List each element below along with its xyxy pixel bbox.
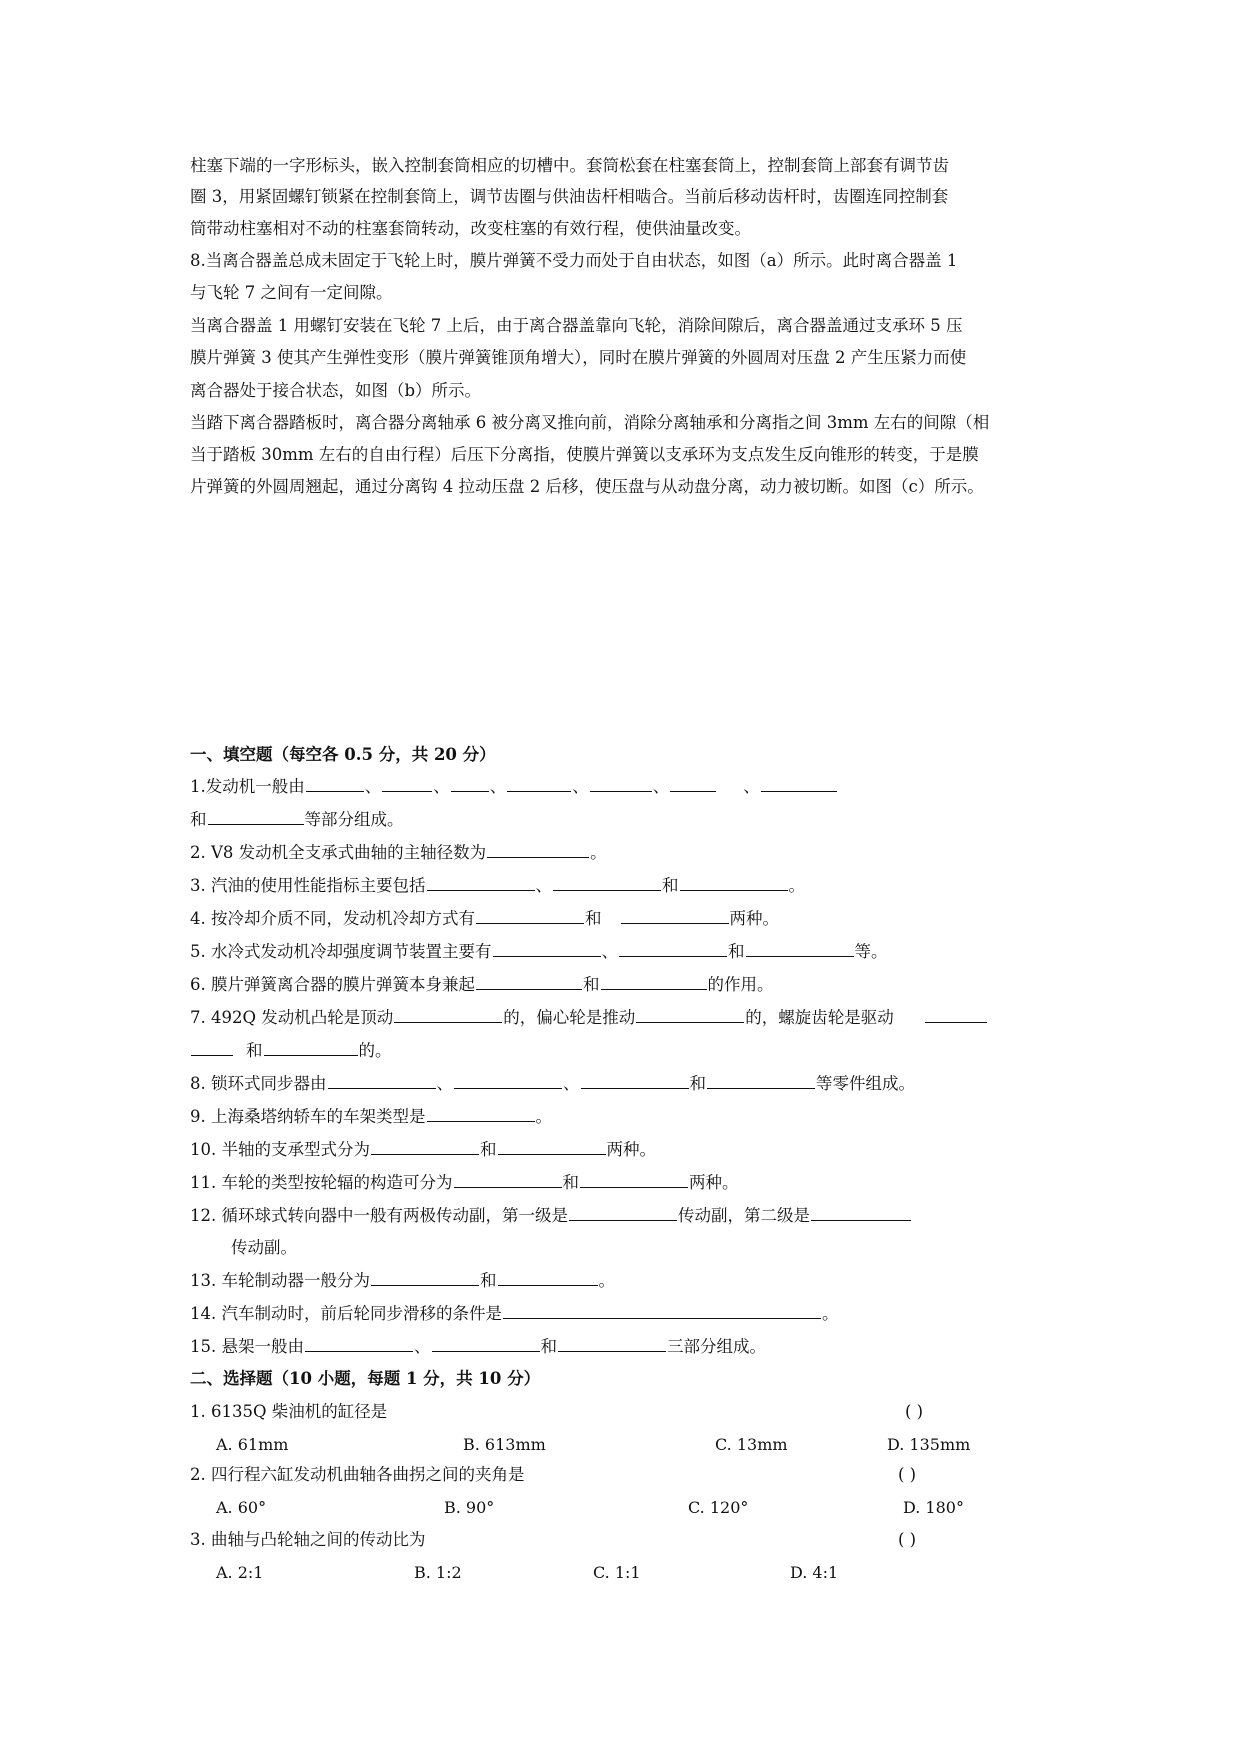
question-text: 。 xyxy=(598,1271,615,1290)
question-text: 和 xyxy=(540,1337,557,1356)
section-heading: 一、填空题（每空各 0.5 分，共 20 分） xyxy=(190,745,496,764)
question-text: 。 xyxy=(822,1304,839,1323)
passage-line: 8.当离合器盖总成未固定于飞轮上时，膜片弹簧不受力而处于自由状态，如图（a）所示。此时离合器盖 1 xyxy=(190,251,958,270)
answer-blank[interactable] xyxy=(454,1074,562,1089)
question-text: 等部分组成。 xyxy=(304,810,404,829)
answer-blank[interactable] xyxy=(306,777,364,792)
question-text: 和 xyxy=(689,1074,706,1093)
question-12 xyxy=(190,1205,912,1227)
question-text: 7. 492Q 发动机凸轮是顶动 xyxy=(190,1008,394,1027)
answer-blank[interactable] xyxy=(580,1173,688,1188)
question-12-cont: 传动副。 xyxy=(231,1238,297,1257)
question-text: 的作用。 xyxy=(707,975,774,994)
answer-blank[interactable] xyxy=(476,909,584,924)
separator: 、 xyxy=(489,777,507,796)
question-3 xyxy=(190,875,805,897)
separator: 、 xyxy=(535,876,552,895)
question-text: 2. V8 发动机全支承式曲轴的主轴径数为 xyxy=(190,843,487,862)
separator: 、 xyxy=(563,1074,580,1093)
answer-blank[interactable] xyxy=(382,777,432,792)
choice-option[interactable]: D. 4:1 xyxy=(790,1563,839,1582)
question-text: 。 xyxy=(788,876,805,895)
answer-blank[interactable] xyxy=(569,1206,677,1221)
question-text: 1.发动机一般由 xyxy=(190,777,305,796)
question-text: 12. 循环球式转向器中一般有两极传动副，第一级是 xyxy=(190,1206,568,1225)
answer-blank[interactable] xyxy=(208,810,304,825)
answer-blank[interactable] xyxy=(191,1041,233,1056)
question-text: 的，螺旋齿轮是驱动 xyxy=(745,1008,894,1027)
question-5 xyxy=(190,941,888,963)
question-text: 。 xyxy=(590,843,607,862)
question-14 xyxy=(190,1303,839,1325)
choice-option[interactable]: C. 120° xyxy=(688,1498,749,1517)
passage-line: 片弹簧的外圆周翘起，通过分离钩 4 拉动压盘 2 后移，使压盘与从动盘分离，动力被切断。如图（c）所示。 xyxy=(190,477,984,496)
answer-blank[interactable] xyxy=(432,1337,540,1352)
choice-option[interactable]: D. 135mm xyxy=(887,1435,971,1454)
answer-blank[interactable] xyxy=(498,1271,598,1286)
question-1 xyxy=(190,776,838,798)
answer-blank[interactable] xyxy=(503,1304,821,1319)
question-text: 的，偏心轮是推动 xyxy=(503,1008,636,1027)
answer-blank[interactable] xyxy=(601,975,707,990)
answer-blank[interactable] xyxy=(328,1074,436,1089)
question-10 xyxy=(190,1139,656,1161)
question-text: 3. 汽油的使用性能指标主要包括 xyxy=(190,876,426,895)
separator: 、 xyxy=(743,777,760,796)
question-text: 和 xyxy=(246,1041,263,1060)
choice-option[interactable]: D. 180° xyxy=(903,1498,964,1517)
question-text: 4. 按冷却介质不同，发动机冷却方式有 xyxy=(190,909,475,928)
question-13 xyxy=(190,1270,615,1292)
answer-blank[interactable] xyxy=(264,1041,358,1056)
question-text: 和 xyxy=(480,1140,497,1159)
question-text: 和 xyxy=(662,876,679,895)
question-text: 5. 水冷式发动机冷却强度调节装置主要有 xyxy=(190,942,492,961)
answer-blank[interactable] xyxy=(498,1140,606,1155)
answer-blank[interactable] xyxy=(507,777,571,792)
answer-blank[interactable] xyxy=(558,1337,666,1352)
passage-line: 当离合器盖 1 用螺钉安装在飞轮 7 上后，由于离合器盖靠向飞轮，消除间隙后，离合器盖通过支承环 5 压 xyxy=(190,316,963,335)
answer-blank[interactable] xyxy=(707,1074,815,1089)
question-text: 和 xyxy=(562,1173,579,1192)
answer-blank[interactable] xyxy=(636,1008,744,1023)
question-text: 14. 汽车制动时，前后轮同步滑移的条件是 xyxy=(190,1304,502,1323)
question-text: 和 xyxy=(190,810,207,829)
question-4 xyxy=(190,908,779,930)
question-text: 和 xyxy=(583,975,600,994)
choice-option[interactable]: C. 13mm xyxy=(715,1435,788,1454)
answer-blank[interactable] xyxy=(581,1074,689,1089)
answer-blank[interactable] xyxy=(553,876,661,891)
answer-parentheses[interactable]: ( ) xyxy=(905,1402,924,1421)
passage-line: 膜片弹簧 3 使其产生弹性变形（膜片弹簧锥顶角增大），同时在膜片弹簧的外圆周对压盘 2 产生压紧力而使 xyxy=(190,348,967,367)
question-8 xyxy=(190,1073,915,1095)
answer-parentheses[interactable]: ( ) xyxy=(898,1530,917,1549)
answer-blank[interactable] xyxy=(454,1173,562,1188)
question-text: 两种。 xyxy=(689,1173,739,1192)
answer-blank[interactable] xyxy=(925,1008,987,1023)
answer-blank[interactable] xyxy=(670,777,716,792)
answer-blank[interactable] xyxy=(371,1271,479,1286)
question-text: 三部分组成。 xyxy=(667,1337,766,1356)
answer-blank[interactable] xyxy=(427,1107,535,1122)
question-text: 8. 锁环式同步器由 xyxy=(190,1074,327,1093)
answer-blank[interactable] xyxy=(590,777,652,792)
passage-line: 当踏下离合器踏板时，离合器分离轴承 6 被分离叉推向前，消除分离轴承和分离指之间 3mm 左右的间隙（相 xyxy=(190,413,990,432)
separator: 、 xyxy=(433,777,450,796)
separator: 、 xyxy=(601,942,618,961)
choice-option[interactable]: B. 1:2 xyxy=(414,1563,462,1582)
choice-option[interactable]: A. 61mm xyxy=(216,1435,289,1454)
answer-blank[interactable] xyxy=(487,843,589,858)
separator: 、 xyxy=(364,777,382,796)
choice-question-stem: 3. 曲轴与凸轮轴之间的传动比为 xyxy=(190,1530,426,1549)
separator: 、 xyxy=(572,777,589,796)
passage-line: 与飞轮 7 之间有一定间隙。 xyxy=(190,283,393,302)
question-9 xyxy=(190,1106,552,1128)
choice-option[interactable]: B. 613mm xyxy=(463,1435,546,1454)
passage-line: 离合器处于接合状态，如图（b）所示。 xyxy=(190,381,482,400)
choice-option[interactable]: C. 1:1 xyxy=(593,1563,641,1582)
question-text: 6. 膜片弹簧离合器的膜片弹簧本身兼起 xyxy=(190,975,475,994)
answer-blank[interactable] xyxy=(746,942,854,957)
question-text: 等。 xyxy=(854,942,888,961)
question-text: 和 xyxy=(728,942,745,961)
answer-blank[interactable] xyxy=(476,975,582,990)
question-text: 。 xyxy=(535,1107,552,1126)
passage-line: 柱塞下端的一字形标头，嵌入控制套筒相应的切槽中。套筒松套在柱塞套筒上，控制套筒上部套有调节齿 xyxy=(190,156,949,175)
question-text: 传动副，第二级是 xyxy=(678,1206,810,1225)
question-text: 的。 xyxy=(358,1041,392,1060)
answer-blank[interactable] xyxy=(427,876,535,891)
question-7-cont xyxy=(190,1040,392,1062)
question-2 xyxy=(190,842,607,864)
question-text: 15. 悬架一般由 xyxy=(190,1337,304,1356)
passage-line: 筒带动柱塞相对不动的柱塞套筒转动，改变柱塞的有效行程，使供油量改变。 xyxy=(190,219,751,238)
answer-parentheses[interactable]: ( ) xyxy=(898,1465,917,1484)
passage-line: 圈 3，用紧固螺钉锁紧在控制套筒上，调节齿圈与供油齿杆相啮合。当前后移动齿杆时，齿圈连同控制套 xyxy=(190,187,949,206)
answer-blank[interactable] xyxy=(394,1008,502,1023)
answer-blank[interactable] xyxy=(811,1206,911,1221)
question-11 xyxy=(190,1172,739,1194)
answer-blank[interactable] xyxy=(761,777,837,792)
question-text: 两种。 xyxy=(606,1140,656,1159)
question-text: 13. 车轮制动器一般分为 xyxy=(190,1271,370,1290)
choice-option[interactable]: A. 60° xyxy=(216,1498,267,1517)
question-7 xyxy=(190,1007,988,1029)
question-15 xyxy=(190,1336,766,1358)
answer-blank[interactable] xyxy=(451,777,489,792)
question-text: 等零件组成。 xyxy=(816,1074,915,1093)
question-text: 和 xyxy=(480,1271,497,1290)
choice-option[interactable]: B. 90° xyxy=(444,1498,495,1517)
question-text: 和 xyxy=(585,909,602,928)
answer-blank[interactable] xyxy=(305,1337,413,1352)
answer-blank[interactable] xyxy=(493,942,601,957)
separator: 、 xyxy=(652,777,670,796)
choice-option[interactable]: A. 2:1 xyxy=(216,1563,264,1582)
separator: 、 xyxy=(414,1337,431,1356)
question-text: 两种。 xyxy=(729,909,779,928)
passage-line: 当于踏板 30mm 左右的自由行程）后压下分离指，使膜片弹簧以支承环为支点发生反向锥形的转变，于是膜 xyxy=(190,445,979,464)
choice-question-stem: 2. 四行程六缸发动机曲轴各曲拐之间的夹角是 xyxy=(190,1465,525,1484)
question-text: 9. 上海桑塔纳轿车的车架类型是 xyxy=(190,1107,426,1126)
answer-blank[interactable] xyxy=(680,876,788,891)
question-6 xyxy=(190,974,774,996)
answer-blank[interactable] xyxy=(621,909,729,924)
answer-blank[interactable] xyxy=(371,1140,479,1155)
section-heading: 二、选择题（10 小题，每题 1 分，共 10 分） xyxy=(190,1369,541,1388)
question-text: 11. 车轮的类型按轮辐的构造可分为 xyxy=(190,1173,453,1192)
separator: 、 xyxy=(436,1074,453,1093)
question-1-cont xyxy=(190,809,404,831)
choice-question-stem: 1. 6135Q 柴油机的缸径是 xyxy=(190,1402,388,1421)
question-text: 10. 半轴的支承型式分为 xyxy=(190,1140,370,1159)
answer-blank[interactable] xyxy=(619,942,727,957)
